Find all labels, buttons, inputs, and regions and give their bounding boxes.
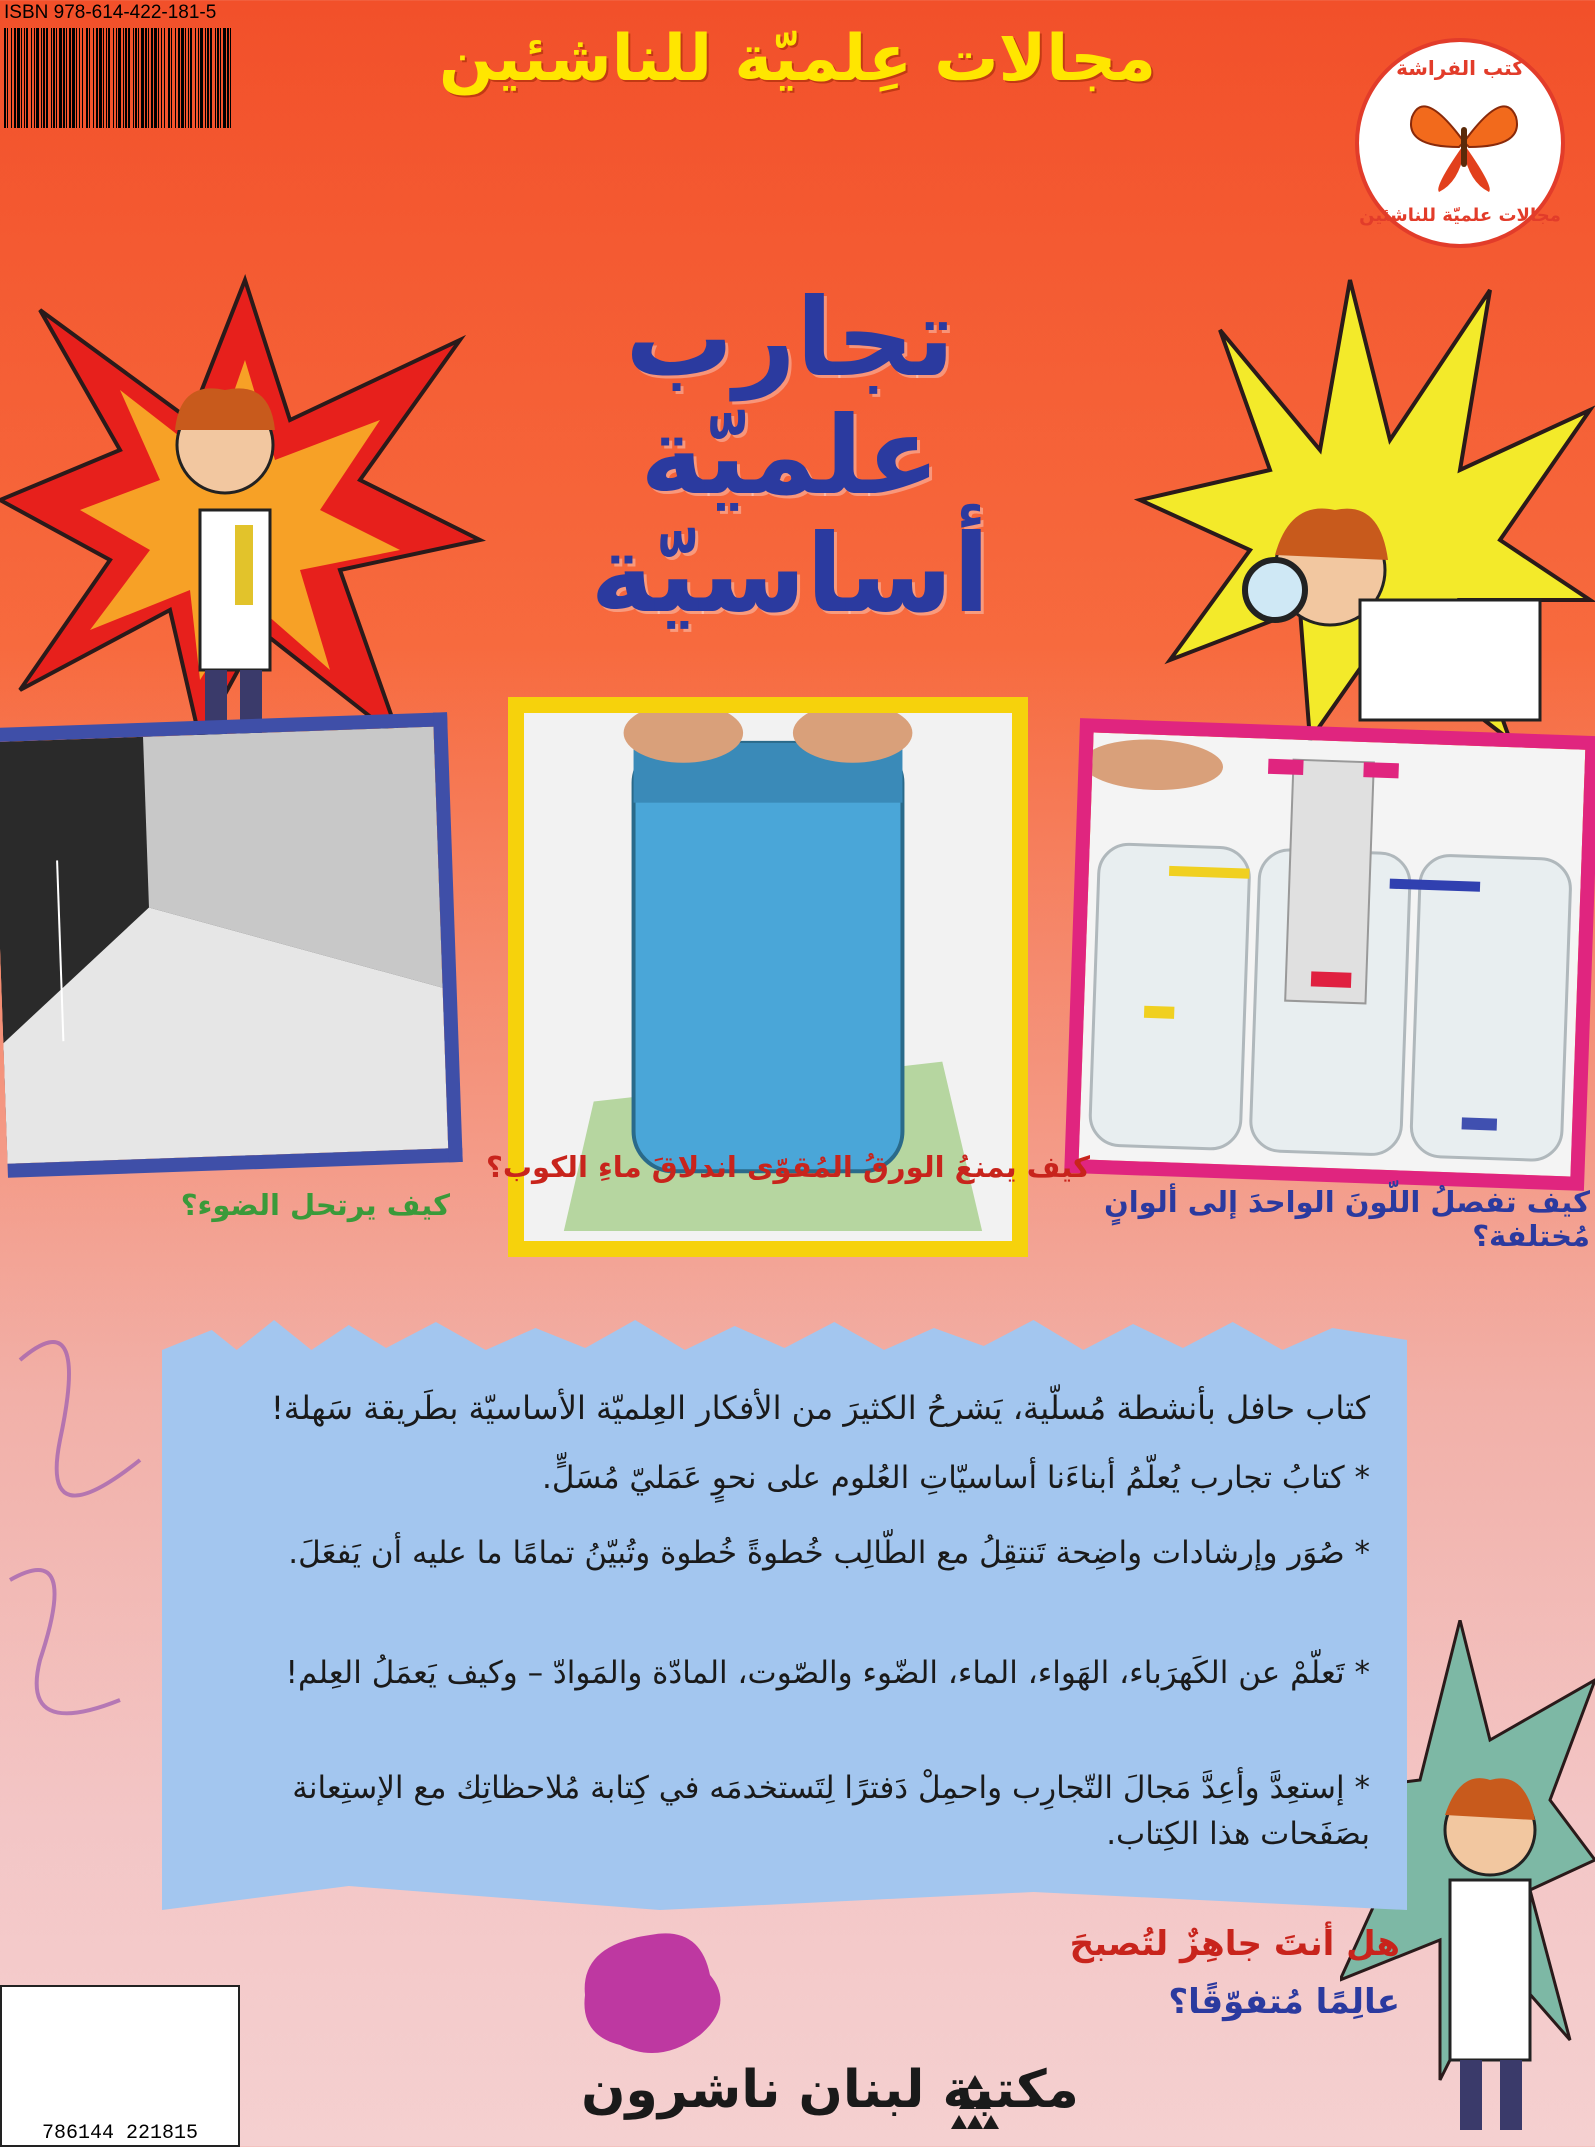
barcode-bar — [41, 28, 42, 128]
barcode-bar — [21, 28, 22, 128]
publisher-name: مكتبة لبنان ناشرون — [581, 2060, 1079, 2120]
barcode-bar — [151, 28, 153, 128]
barcode-bar — [205, 28, 206, 128]
barcode-bar — [175, 28, 176, 128]
barcode-bar — [11, 28, 12, 128]
barcode-bar — [43, 28, 45, 128]
isbn-label: ISBN 978-614-422-181-5 — [4, 2, 217, 23]
barcode-bar — [14, 28, 16, 128]
series-title: مجالات عِلميّة للناشئين — [438, 22, 1157, 96]
book-title-line-3: أساسيّة — [590, 512, 990, 637]
barcode-bar — [178, 28, 180, 128]
barcode-bar — [63, 28, 65, 128]
barcode-bar — [72, 28, 75, 128]
bullet-3: * تَعلّمْ عن الكَهرَباء، الهَواء، الماء، الضّوء والصّوت، المادّة والمَوادّ – وكيف يَعمَلُ العِلم! — [285, 1655, 1370, 1691]
photo-light-experiment — [0, 712, 463, 1178]
barcode-bar — [24, 28, 25, 128]
series-logo — [1355, 38, 1565, 248]
barcode-bar — [123, 28, 124, 128]
question-line-2: عالِمًا مُتفوّقًا؟ — [1168, 1982, 1400, 2022]
barcode-bar — [207, 28, 209, 128]
butterfly-icon — [1404, 87, 1524, 197]
barcode-bar — [79, 28, 80, 128]
barcode-number: 786144 221815 — [41, 2122, 199, 2145]
barcode-bar — [7, 28, 8, 128]
barcode-bar — [17, 28, 20, 128]
barcode-bar — [76, 28, 77, 128]
barcode-bar — [4, 28, 6, 128]
barcode-bar — [86, 28, 88, 128]
barcode-bar — [99, 28, 102, 128]
barcode-bar — [26, 28, 28, 128]
barcode-bar — [113, 28, 114, 128]
caption-colors: كيف تفصلُ اللّونَ الواحدَ إلى ألوانٍ مُختلفة؟ — [1103, 1185, 1590, 1253]
color-jars-image — [1079, 733, 1586, 1177]
barcode-bar — [116, 28, 117, 128]
yellow-burst-right-decoration — [1130, 270, 1595, 750]
barcode-bar — [133, 28, 134, 128]
barcode-bar — [181, 28, 184, 128]
barcode-bar — [82, 28, 83, 128]
barcode-bar — [51, 28, 52, 128]
barcode-bar — [106, 28, 107, 128]
barcode-bar — [161, 28, 162, 128]
book-title — [440, 276, 1140, 637]
logo-top-text: كتب الفراشة — [1396, 56, 1524, 80]
bullet-4: * إستعِدَّ وأعِدَّ مَجالَ التّجارِب واحمِلْ دَفترًا لِتَستخدمَه في كِتابة مُلاحظاتِك مع الإستِعانة بصَفَحات هذا الكِتاب. — [292, 1770, 1370, 1852]
barcode-bar — [164, 28, 165, 128]
barcode-bar — [220, 28, 221, 128]
barcode-bar — [53, 28, 55, 128]
barcode-bar — [128, 28, 130, 128]
barcode-bar — [89, 28, 90, 128]
barcode-bar — [31, 28, 32, 128]
barcode-bar — [135, 28, 137, 128]
barcode-bar — [46, 28, 48, 128]
logo-bottom-text: مجالات علميّة للناشئين — [1359, 205, 1561, 226]
barcode-bar — [141, 28, 144, 128]
barcode-bar — [158, 28, 159, 128]
book-title-line-1: تجارب — [625, 276, 955, 401]
barcode-bar — [217, 28, 219, 128]
barcode-bar — [34, 28, 35, 128]
barcode-bar — [227, 28, 229, 128]
barcode-bar — [168, 28, 170, 128]
barcode-bar — [148, 28, 149, 128]
barcode-icon — [4, 28, 232, 128]
light-box-image — [0, 727, 448, 1164]
barcode-bar — [118, 28, 121, 128]
bullet-2: * صُوَر وإرشادات واضِحة تَنتقِلُ مع الطّالِب خُطوةً خُطوة وتُبيّنُ تمامًا ما عليه أن يَفعَلَ. — [288, 1535, 1370, 1571]
caption-jar: كيف يمنعُ الورقُ المُقوّى اندلاقَ ماءِ الكوب؟ — [486, 1150, 1090, 1184]
photo-color-separation-experiment — [1064, 718, 1595, 1191]
barcode-bar — [69, 28, 71, 128]
barcode-bar — [230, 28, 231, 128]
barcode-bar — [103, 28, 104, 128]
barcode-bar — [195, 28, 196, 128]
barcode-bar — [154, 28, 157, 128]
barcode-bar — [223, 28, 226, 128]
red-burst-left-decoration — [0, 270, 490, 750]
barcode-bar — [190, 28, 192, 128]
barcode-bar — [215, 28, 216, 128]
barcode-bar — [200, 28, 203, 128]
barcode-bar — [125, 28, 127, 128]
bullet-1: * كتابُ تجارب يُعلّمُ أبناءَنا أساسيّاتِ العُلوم على نحوٍ عَمَليّ مُسَلٍّ. — [541, 1460, 1370, 1496]
barcode-bar — [108, 28, 110, 128]
barcode-bar — [93, 28, 94, 128]
barcode-bar — [145, 28, 147, 128]
question-line-1: هل أنتَ جاهِزٌ لتُصبحَ — [1069, 1924, 1400, 1964]
closing-question — [1060, 1915, 1400, 2031]
book-intro-text: كتاب حافل بأنشطة مُسلّية، يَشرحُ الكثيرَ من الأفكار العِلميّة الأساسيّة بطَريقة سَهلة! — [270, 1389, 1370, 1427]
caption-light: كيف يرتحل الضوء؟ — [180, 1188, 450, 1222]
barcode-bar — [198, 28, 199, 128]
purple-splat-decoration — [560, 1915, 740, 2065]
barcode-bar — [188, 28, 189, 128]
purple-scribble-decoration — [0, 1280, 180, 1760]
barcode-bar — [185, 28, 186, 128]
barcode-bar — [36, 28, 39, 128]
barcode-bar — [56, 28, 57, 128]
barcode-bar — [59, 28, 62, 128]
barcode-bar — [210, 28, 212, 128]
book-title-line-2: علميّة — [640, 394, 940, 519]
barcode-bar — [171, 28, 172, 128]
barcode-bar — [96, 28, 98, 128]
barcode-bar — [66, 28, 67, 128]
barcode-bar — [138, 28, 139, 128]
